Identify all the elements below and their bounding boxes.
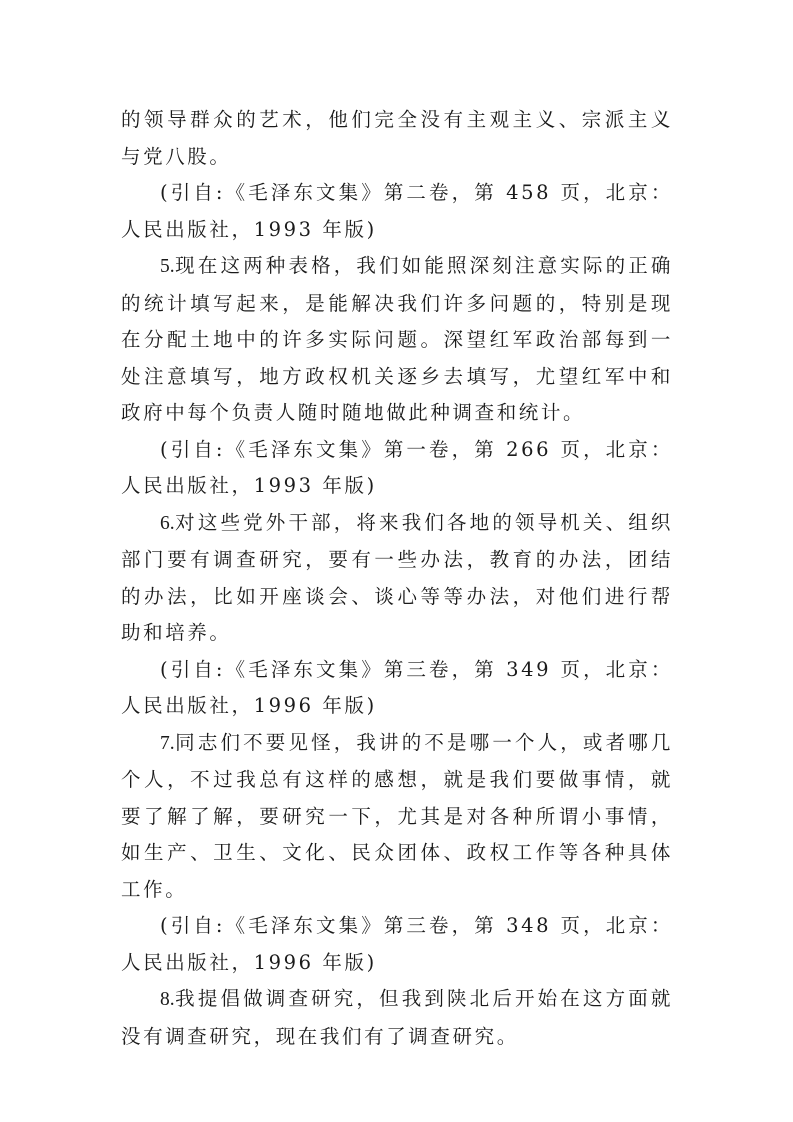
citation-4: (引自:《毛泽东文集》第三卷，第 348 页，北京：人民出版社，1996 年版)	[121, 914, 673, 974]
quote-5	[121, 248, 673, 432]
quote-text: 现在这两种表格，我们如能照深刻注意实际的正确的统计填写起来，是能解决我们许多问题的，特别是现在分配土地中的许多实际问题。深望红军政治部每到一处注意填写，地方政权机关逐乡去填写，尤望红军中和政府中每个负责人随时随地做此种调查和统计。	[121, 254, 673, 424]
quote-text: 我提倡做调查研究，但我到陕北后开始在这方面就没有调查研究，现在我们有了调查研究。	[121, 987, 673, 1048]
citation-3: (引自:《毛泽东文集》第三卷，第 349 页，北京：人民出版社，1996 年版)	[121, 657, 673, 717]
quote-number: 5.	[160, 256, 175, 277]
quote-number: 7.	[160, 732, 175, 754]
quote-7	[121, 725, 673, 909]
document-page	[121, 102, 673, 1055]
quote-6	[121, 505, 673, 652]
citation-1: (引自:《毛泽东文集》第二卷，第 458 页，北京：人民出版社，1993 年版)	[121, 181, 673, 241]
quote-number: 6.	[160, 512, 175, 534]
paragraph-continuation: 的领导群众的艺术，他们完全没有主观主义、宗派主义与党八股。	[121, 108, 673, 168]
citation-2: (引自:《毛泽东文集》第一卷，第 266 页，北京：人民出版社，1993 年版)	[121, 437, 673, 497]
quote-number: 8.	[160, 989, 175, 1010]
quote-text: 对这些党外干部，将来我们各地的领导机关、组织部门要有调查研究，要有一些办法，教育的办法，团结的办法，比如开座谈会、谈心等等办法，对他们进行帮助和培养。	[121, 510, 673, 644]
quote-text: 同志们不要见怪，我讲的不是哪一个人，或者哪几个人，不过我总有这样的感想，就是我们要做事情，就要了解了解，要研究一下，尤其是对各种所谓小事情，如生产、卫生、文化、民众团体、政权工作等各种具体工作。	[121, 730, 673, 901]
quote-8	[121, 981, 673, 1055]
